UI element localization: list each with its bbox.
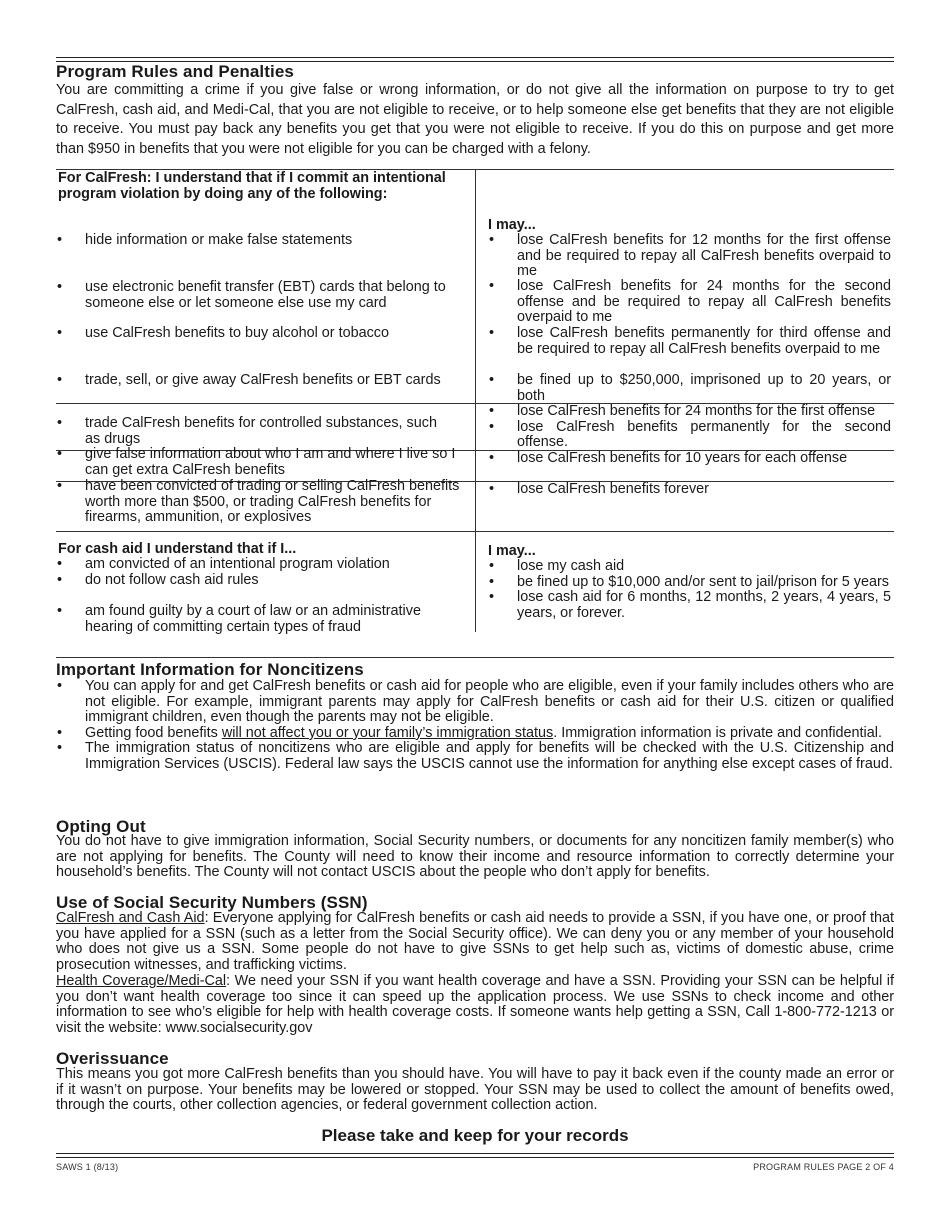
list-item: • You can apply for and get CalFresh benefits or cash aid for people who are eligible, even if your family includes others who are not eligible. For example, immigrant parents may apply for CalFresh benefits or cash aid for their U.S. citizen or qualified immigrant children, even though the parents may not be eligible. — [56, 679, 894, 726]
ssn-p1-text: : Everyone applying for CalFresh benefits or cash aid needs to provide a SSN, if you have one, or proof that you have applied for a SSN (such as a letter from the Social Security office). We can deny you or any member of your household who does not give us a SSN. Some people do not have to give SSNs to get help such as, victims of domestic abuse, crime prosecution witnesses, and trafficking victims. — [56, 910, 895, 973]
ssn-p2-text: : We need your SSN if you want health coverage and have a SSN. Providing your SSN can be helpful if you don’t want health coverage too since it can speed up the application process. We use SSNs to check income and other information to see who’s eligible for help with health coverage costs. If someone wants help getting a SSN, Call 1-800-772-1213 or visit the website: www.socialsecurity.gov — [56, 973, 894, 1036]
section-rule — [56, 657, 894, 658]
bottom-double-rule — [56, 1153, 894, 1158]
noncitizens-heading: Important Information for Noncitizens — [56, 660, 364, 679]
calfresh-right-header: I may... — [488, 217, 536, 233]
list-item: • am found guilty by a court of law or an administrative hearing of committing certain types of fraud — [56, 604, 470, 635]
list-item: • trade CalFresh benefits for controlled substances, such as drugs — [56, 416, 445, 447]
list-item: • lose CalFresh benefits for 24 months for the first offense — [488, 404, 891, 420]
calfresh-group2-right — [488, 404, 894, 451]
closing-line: Please take and keep for your records — [321, 1126, 629, 1145]
calfresh-group3-right — [488, 451, 894, 467]
calfresh-left-header: For CalFresh: I understand that if I commit an intentional program violation by doing any of the following: — [58, 170, 446, 202]
list-item: • The immigration status of noncitizens who are eligible and apply for benefits will be checked with the U.S. Citizenship and Immigration Services (USCIS). Federal law says the USCIS cannot use the information for anything else except cases of fraud. — [56, 741, 894, 772]
list-item: • lose CalFresh benefits for 12 months for the first offense and be required to repay all CalFresh benefits overpaid to me — [488, 233, 891, 280]
item2-underlined: will not affect you or your family’s immigration status — [221, 724, 554, 741]
calfresh-divider — [475, 169, 476, 531]
noncitizens-list — [56, 679, 894, 773]
calfresh-group3-left — [56, 447, 470, 478]
ssn-paragraph-1 — [56, 911, 894, 973]
list-item: • do not follow cash aid rules — [56, 573, 470, 589]
cashaid-divider — [475, 531, 476, 632]
list-item: • trade, sell, or give away CalFresh benefits or EBT cards — [56, 373, 470, 389]
list-item: • use electronic benefit transfer (EBT) cards that belong to someone else or let someone else use my card — [56, 280, 470, 311]
list-item: • lose CalFresh benefits for 10 years for each offense — [488, 451, 891, 467]
ssn-heading: Use of Social Security Numbers (SSN) — [56, 893, 368, 912]
calfresh-group2-left — [56, 416, 470, 447]
calfresh-group4-right — [488, 482, 894, 498]
list-item: • lose CalFresh benefits permanently for the second offense. — [488, 420, 891, 451]
item2-pre: Getting food benefits — [85, 724, 222, 741]
overissuance-heading: Overissuance — [56, 1049, 169, 1068]
list-item: • lose CalFresh benefits forever — [488, 482, 891, 498]
page-label: PROGRAM RULES PAGE 2 OF 4 — [753, 1162, 894, 1172]
ssn-p2-label: Health Coverage/Medi-Cal — [56, 973, 227, 989]
calfresh-group4-left — [56, 479, 470, 526]
list-item — [56, 726, 894, 742]
list-item: • lose CalFresh benefits for 24 months for the second offense and be required to repay all CalFresh benefits overpaid to me — [488, 279, 891, 326]
list-item: • use CalFresh benefits to buy alcohol or tobacco — [56, 326, 470, 342]
form-id: SAWS 1 (8/13) — [56, 1162, 119, 1172]
overissuance-text: This means you got more CalFresh benefits than you should have. You will have to pay it back even if the county made an error or if it wasn’t on purpose. Your benefits may be lowered or stopped. Your SSN may be used to collect the amount of benefits owed, through the courts, other collection agencies, or federal government collection action. — [56, 1066, 894, 1114]
cashaid-right-header: I may... — [488, 543, 536, 559]
list-item: • am convicted of an intentional program violation — [56, 557, 470, 573]
opting-out-heading: Opting Out — [56, 817, 146, 836]
ssn-paragraph-2 — [56, 974, 894, 1036]
list-item: • lose CalFresh benefits permanently for third offense and be required to repay all CalFresh benefits overpaid to me — [488, 326, 891, 357]
list-item: • give false information about who I am and where I live so I can get extra CalFresh benefits — [56, 447, 470, 478]
penalties-heading: Program Rules and Penalties — [56, 62, 294, 81]
ssn-p1-label: CalFresh and Cash Aid — [56, 910, 205, 926]
list-item: • lose cash aid for 6 months, 12 months, 2 years, 4 years, 5 years, or forever. — [488, 590, 891, 621]
list-item: • have been convicted of trading or selling CalFresh benefits worth more than $500, or trading CalFresh benefits for firearms, ammunition, or explosives — [56, 479, 470, 526]
document-page — [56, 0, 894, 1230]
list-item: • hide information or make false statements — [56, 233, 470, 249]
cashaid-left-header: For cash aid I understand that if I... — [58, 541, 297, 557]
item2-post: . Immigration information is private and confidential. — [553, 724, 882, 741]
cashaid-right-list — [488, 559, 894, 621]
list-item: • be fined up to $250,000, imprisoned up to 20 years, or both — [488, 373, 891, 404]
opting-out-text: You do not have to give immigration information, Social Security numbers, or documents for any noncitizen family member(s) who are not applying for benefits. The County will need to know their income and resource information to correctly determine your household’s benefits. The County will not contact USCIS about the people who don’t apply for benefits. — [56, 833, 894, 881]
penalties-intro: You are committing a crime if you give false or wrong information, or do not give all the information on purpose to try to get CalFresh, cash aid, and Medi-Cal, that you are not eligible to receive, or to help someone else get benefits that they are not eligible to receive. You must pay back any benefits you get that you were not eligible to receive. If you do this on purpose and get more than $950 in benefits that you were not eligible for you can be charged with a felony. — [56, 82, 894, 157]
list-item: • be fined up to $10,000 and/or sent to jail/prison for 5 years — [488, 575, 891, 591]
list-item: • lose my cash aid — [488, 559, 891, 575]
